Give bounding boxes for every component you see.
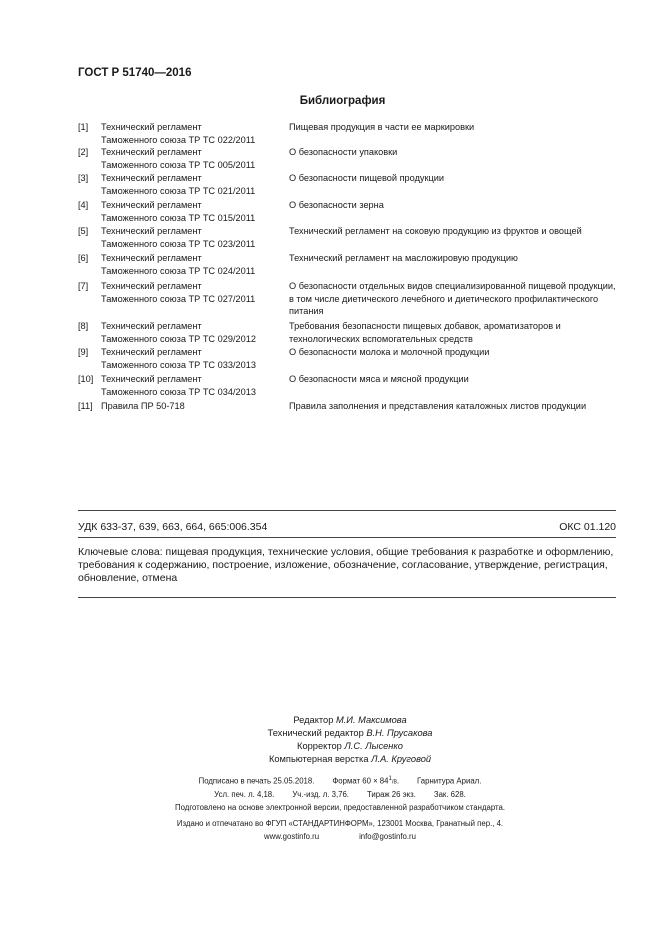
item-number: [7] [78, 281, 89, 291]
publisher-line: Издано и отпечатано во ФГУП «СТАНДАРТИНФОРМ», 123001 Москва, Гранатный пер., 4. [176, 819, 504, 828]
item-source [101, 346, 281, 371]
item-source-line: Таможенного союза ТР ТС 034/2013 [101, 386, 256, 397]
item-description: Пищевая продукция в части ее маркировки [289, 122, 475, 132]
item-source [101, 320, 281, 345]
item-number: [3] [78, 173, 89, 183]
item-source [101, 373, 281, 398]
credits-block [200, 714, 500, 766]
paper-format: Формат 60 × 84 [332, 776, 389, 786]
item-number: [2] [78, 147, 89, 157]
item-source [101, 280, 281, 305]
item-number: [8] [78, 321, 89, 331]
item-description: Правила заполнения и представления каталожных листов продукции [289, 401, 587, 411]
email-link[interactable]: info@gostinfo.ru [359, 831, 416, 841]
item-source [101, 225, 281, 250]
item-source-line: Таможенного союза ТР ТС 024/2011 [101, 265, 256, 276]
divider [78, 537, 616, 538]
item-source-line: Технический регламент [101, 226, 202, 236]
credit-role: Корректор [297, 741, 342, 751]
item-source-line: Технический регламент [101, 253, 202, 263]
credit-name: Л.А. Круговой [371, 754, 432, 764]
item-description: О безопасности пищевой продукции [289, 173, 445, 183]
publisher-contacts [130, 831, 550, 844]
item-number: [5] [78, 226, 89, 236]
publication-sheets: Уч.-изд. л. 3,76. [292, 790, 349, 800]
item-number: [1] [78, 122, 89, 132]
item-source [101, 146, 281, 171]
item-source-line: Технический регламент [101, 200, 202, 210]
oks-code: ОКС 01.120 [559, 521, 616, 533]
credit-name: В.Н. Прусакова [366, 728, 433, 738]
credit-name: М.И. Максимова [335, 715, 407, 725]
divider [78, 597, 616, 598]
credit-corrector [200, 740, 500, 753]
item-description: О безопасности отдельных видов специализированной пищевой продукции, в том числе диетического лечебного и диетического профилактического питания [289, 281, 616, 316]
item-source-line: Таможенного союза ТР ТС 021/2011 [101, 185, 256, 196]
item-number: [4] [78, 200, 89, 210]
item-source-line: Таможенного союза ТР ТС 005/2011 [101, 159, 256, 170]
item-description: Требования безопасности пищевых добавок, ароматизаторов и технологических вспомогательных средств [289, 321, 561, 344]
item-source-line: Технический регламент [101, 321, 202, 331]
item-number: [10] [78, 374, 94, 384]
item-source [101, 121, 281, 146]
credit-name: Л.С. Лысенко [344, 741, 403, 751]
item-description: Технический регламент на соковую продукцию из фруктов и овощей [289, 226, 582, 236]
divider [78, 510, 616, 511]
credit-tech-editor [200, 727, 500, 740]
item-source-line: Таможенного союза ТР ТС 033/2013 [101, 359, 256, 370]
print-line-1: Подписано в печать 25.05.2018. Формат $60 \times 84^1/8$. Гарнитура Ариал. [198, 776, 482, 786]
item-source-line: Технический регламент [101, 122, 202, 132]
item-description: Технический регламент на масложировую продукцию [289, 253, 518, 263]
print-sheets: Усл. печ. л. 4,18. [214, 790, 275, 800]
item-source-line: Таможенного союза ТР ТС 029/2012 [101, 333, 256, 344]
print-line-2 [130, 789, 550, 802]
item-source [101, 400, 281, 413]
print-info [130, 773, 550, 814]
item-source [101, 252, 281, 277]
credit-editor [200, 714, 500, 727]
publisher-info [130, 818, 550, 843]
bibliography-title-text: Библиография [299, 95, 386, 107]
item-description: О безопасности зерна [289, 200, 384, 210]
item-source-line: Технический регламент [101, 374, 202, 384]
item-description: О безопасности упаковки [289, 147, 398, 157]
signed-date: Подписано в печать 25.05.2018. [198, 776, 315, 786]
item-source-line: Технический регламент [101, 173, 202, 183]
print-run: Тираж 26 экз. [366, 790, 416, 800]
credit-role: Редактор [293, 715, 334, 725]
item-description: О безопасности молока и молочной продукции [289, 347, 490, 357]
keywords: Ключевые слова: пищевая продукция, технические условия, общие требования к разработке и оформлению, требования к содержанию, построение, изложение, обозначение, согласование, утверждение, регистрация, обновление, отмена [78, 546, 614, 584]
item-source-line: Технический регламент [101, 281, 202, 291]
item-number: [9] [78, 347, 89, 357]
document-code: ГОСТ Р 51740—2016 [78, 67, 192, 79]
print-line-3: Подготовлено на основе электронной версии, предоставленной разработчиком стандарта. [175, 802, 505, 812]
item-source-line: Таможенного союза ТР ТС 015/2011 [101, 212, 256, 223]
format-denominator: /8 [391, 779, 397, 786]
item-source-line: Таможенного союза ТР ТС 022/2011 [101, 134, 256, 145]
website-link[interactable]: www.gostinfo.ru [264, 831, 320, 841]
item-source [101, 199, 281, 224]
udk-code: УДК 633-37, 639, 663, 664, 665:006.354 [78, 521, 268, 533]
item-source-line: Таможенного союза ТР ТС 023/2011 [101, 238, 256, 249]
item-source-line: Правила ПР 50-718 [101, 401, 185, 411]
item-source-line: Таможенного союза ТР ТС 027/2011 [101, 293, 256, 304]
item-number: [6] [78, 253, 89, 263]
bibliography-title [0, 95, 661, 107]
credit-role: Технический редактор [267, 728, 364, 738]
item-number: [11] [78, 401, 93, 411]
credit-layout [200, 753, 500, 766]
order-number: Зак. 628. [433, 790, 466, 800]
credit-role: Компьютерная верстка [268, 754, 369, 764]
format-numerator: 1 [388, 776, 392, 782]
item-description: О безопасности мяса и мясной продукции [289, 374, 469, 384]
item-source-line: Технический регламент [101, 147, 202, 157]
item-source [101, 172, 281, 197]
item-source-line: Технический регламент [101, 347, 202, 357]
typeface: Гарнитура Ариал. [417, 776, 482, 786]
